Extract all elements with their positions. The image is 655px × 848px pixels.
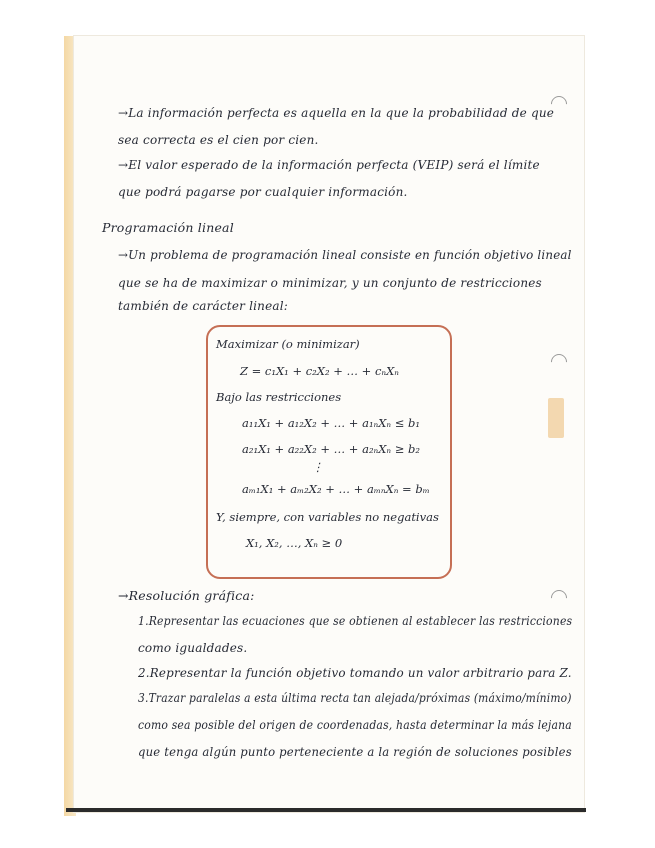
- text-line: 3.Trazar paralelas a esta última recta tan alejada/próximas (máximo/mínimo): [138, 691, 572, 705]
- page-bottom-edge: [66, 808, 586, 812]
- text-line: como igualdades.: [138, 641, 248, 655]
- section-heading: Programación lineal: [102, 220, 234, 235]
- formula-constraint: a₁₁X₁ + a₁₂X₂ + … + a₁ₙXₙ ≤ b₁: [242, 416, 420, 430]
- formula-constraints-label: Bajo las restricciones: [216, 390, 342, 404]
- text-line: como sea posible del origen de coordenadas, hasta determinar la más lejana: [138, 718, 572, 732]
- formula-objective: Z = c₁X₁ + c₂X₂ + … + cₙXₙ: [240, 364, 399, 378]
- text-line: →La información perfecta es aquella en la que la probabilidad de que: [118, 106, 555, 120]
- page-tab: [548, 398, 564, 438]
- text-line: sea correcta es el cien por cien.: [118, 133, 319, 147]
- text-line: 1.Representar las ecuaciones que se obtienen al establecer las restricciones: [138, 614, 573, 628]
- section-heading: →Resolución gráfica:: [118, 588, 255, 603]
- text-line: 2.Representar la función objetivo tomando un valor arbitrario para Z.: [138, 666, 572, 680]
- formula-vdots: ⋮: [312, 460, 324, 474]
- formula-nonneg: X₁, X₂, …, Xₙ ≥ 0: [246, 536, 343, 550]
- formula-constraint: aₘ₁X₁ + aₘ₂X₂ + … + aₘₙXₙ = bₘ: [242, 482, 430, 496]
- text-line: que tenga algún punto perteneciente a la región de soluciones posibles: [138, 745, 572, 759]
- text-line: que se ha de maximizar o minimizar, y un conjunto de restricciones: [118, 276, 542, 290]
- text-line: →El valor esperado de la información perfecta (VEIP) será el límite: [118, 158, 540, 172]
- text-line: que podrá pagarse por cualquier información.: [118, 185, 408, 199]
- text-line: también de carácter lineal:: [118, 299, 289, 313]
- formula-nonneg-label: Y, siempre, con variables no negativas: [216, 510, 439, 524]
- text-line: →Un problema de programación lineal consiste en función objetivo lineal: [118, 248, 572, 262]
- formula-objective-label: Maximizar (o minimizar): [216, 337, 360, 351]
- formula-constraint: a₂₁X₁ + a₂₂X₂ + … + a₂ₙXₙ ≥ b₂: [242, 442, 420, 456]
